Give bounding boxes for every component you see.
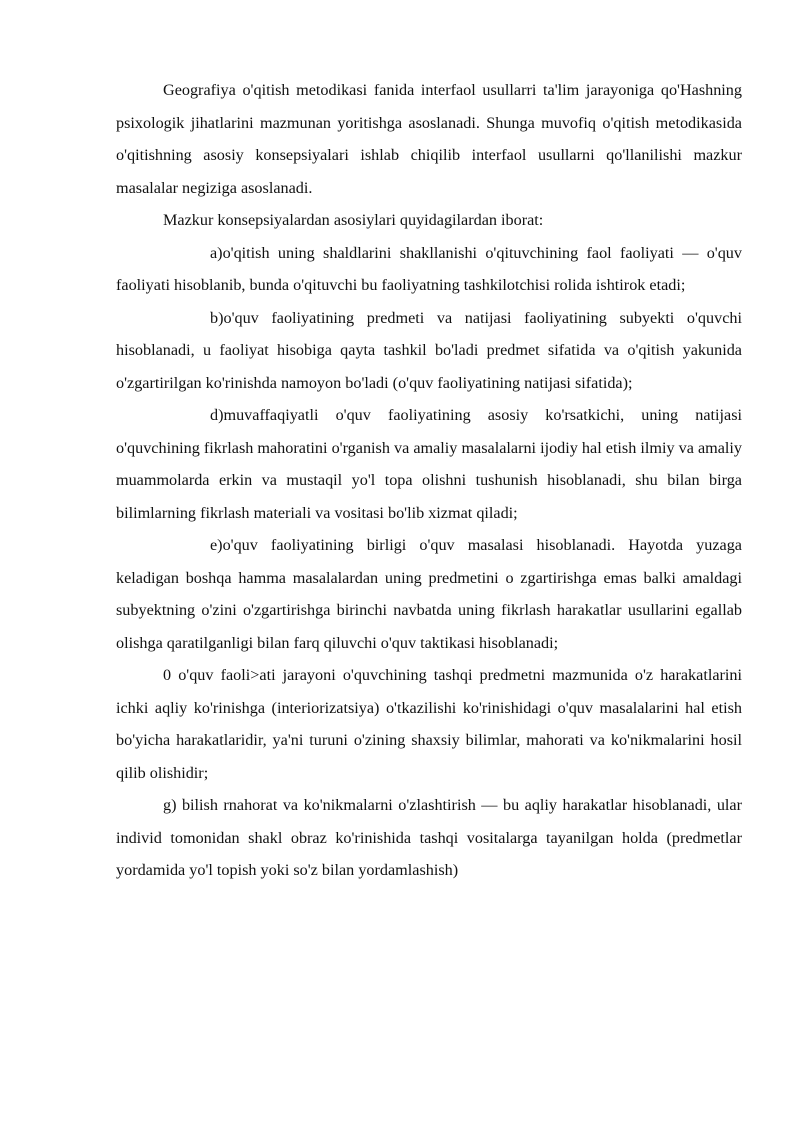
list-item-b — [116, 302, 742, 400]
list-item-e — [116, 529, 742, 659]
list-intro-paragraph: Mazkur konsepsiyalardan asosiylari quyidagilardan iborat: — [163, 211, 544, 229]
list-item-b-label: b) — [210, 308, 224, 327]
list-item-b-text: o'quv faoliyatining predmeti va natijasi faoliyatining subyekti o'quvchi hisoblanadi, u faoliyat hisobiga qayta tashkil bo'ladi predmet sifatida va o'qitish yakunida o'zgartirilgan ko'rinishda namoyon bo'ladi (o'quv faoliyatining natijasi sifatida); — [116, 308, 742, 392]
list-item-e-text: o'quv faoliyatining birligi o'quv masalasi hisoblanadi. Hayotda yuzaga keladigan boshqa hamma masalalardan uning predmetini o zgartirishga emas balki amaldagi subyektning o'zini o'zgartirishga birinchi navbatda uning fikrlash harakatlar usullarini egallab olishga qaratilganligi bilan farq qiluvchi o'quv taktikasi hisoblanadi; — [116, 536, 742, 652]
list-item-a — [116, 237, 742, 302]
paragraph-g: g) bilish rnahorat va ko'nikmalarni o'zlashtirish — bu aqliy harakatlar hisoblanadi, ular individ tomonidan shakl obraz ko'rinishida tashqi vositalarga tayanilgan holda (predmetlar yordamida yo'l topish yoki so'z bilan yordamlashish) — [116, 796, 742, 879]
list-item-d-text: muvaffaqiyatli o'quv faoliyatining asosiy ko'rsatkichi, uning natijasi o'quvchining fikrlash mahoratini o'rganish va amaliy masalalarni ijodiy hal etish ilmiy va amaliy muammolarda erkin va mustaqil yo'l topa olishni tushunish hisoblanadi, shu bilan birga bilimlarning fikrlash materiali va vositasi bo'lib xizmat qiladi; — [116, 406, 742, 522]
intro-paragraph: Geografiya o'qitish metodikasi fanida interfaol usullarri ta'lim jarayoniga qo'Hashning psixologik jihatlarini mazmunan yoritishga asoslanadi. Shunga muvofiq o'qitish metodikasida o'qitishning asosiy konsepsiyalari ishlab chiqilib interfaol usullarni qo'llanilishi mazkur masalalar negiziga asoslanadi. — [116, 81, 742, 197]
list-item-d — [116, 399, 742, 529]
paragraph-f: 0 o'quv faoli>ati jarayoni o'quvchining tashqi predmetni mazmunida o'z harakatlarini ichki aqliy ko'rinishga (interiorizatsiya) o'tkazilishi ko'rinishidagi o'quv masalalarini hal etish bo'yicha harakatlaridir, ya'ni turuni o'zining shaxsiy bilimlar, mahorati va ko'nikmalarini hosil qilib olishidir; — [116, 666, 742, 782]
list-item-e-label: e) — [210, 536, 223, 554]
list-item-d-label: d) — [210, 406, 224, 424]
list-item-a-label: a) — [210, 243, 223, 262]
list-item-a-text: o'qitish uning shaldlarini shakllanishi o'qituvchining faol faoliyati — o'quv faoliyati hisoblanib, bunda o'qituvchi bu faoliyatning tashkilotchisi rolida ishtirok etadi; — [116, 243, 742, 294]
document-page — [116, 74, 742, 887]
